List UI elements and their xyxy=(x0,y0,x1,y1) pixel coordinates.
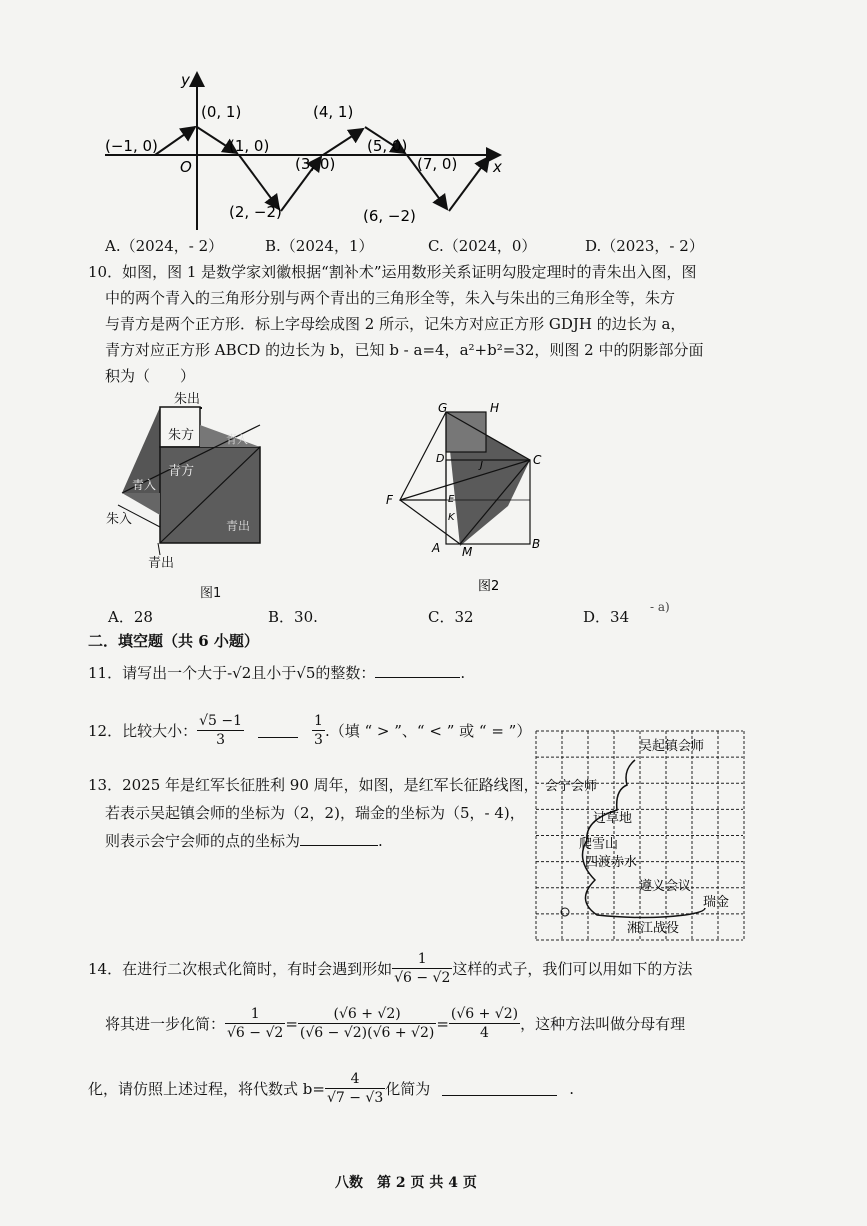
q9-graph xyxy=(95,65,515,235)
q10-line-1: 10．如图，图 1 是数学家刘徽根据“割补术”运用数形关系证明勾股定理时的青朱出入图，图 xyxy=(88,263,697,281)
q13-line-3: 则表示会宁会师的点的坐标为 . xyxy=(105,832,383,850)
q11-text: 的整数： xyxy=(315,664,376,682)
answer-blank[interactable] xyxy=(300,831,378,846)
fig1-label: 青方 xyxy=(168,464,195,479)
fig1-label: 朱出 xyxy=(174,392,201,407)
point-label: (−1, 0) xyxy=(105,137,158,155)
fig2-label: G xyxy=(438,401,448,415)
q9-option-d: D.（2023，- 2） xyxy=(585,237,704,255)
point-label: (6, −2) xyxy=(363,207,416,225)
map-label: 会宁会师 xyxy=(545,779,598,794)
q10-line-2: 中的两个青入的三角形分别与两个青出的三角形全等，朱入与朱出的三角形全等，朱方 xyxy=(105,289,676,307)
point-label: (3, 0) xyxy=(295,155,336,173)
q12 xyxy=(88,712,531,749)
point-label: (0, 1) xyxy=(201,103,242,121)
q14-line-1: 14．在进行二次根式化简时，有时会遇到形如 $\frac{1}{√6 - √2}$ 这样的式子，我们可以用如下的方法 xyxy=(88,951,693,986)
q10-line-5: 积为（ ） xyxy=(105,367,196,385)
equals-sign: = xyxy=(285,1014,298,1033)
fig2-label: J xyxy=(480,460,483,471)
fig1-label: 青出 xyxy=(148,556,175,571)
q13-line-1: 13．2025 年是红军长征胜利 90 周年，如图，是红军长征路线图， xyxy=(88,776,539,794)
q14-line-2: 将其进一步化简： $\frac{1}{√6 - √2}$ = $\frac{(√6 + √2)}{(√6 - √2)(√6 + √2)}$ = $\frac{(√6 + √2)}{4}$ ，这种方法叫做分母有理 xyxy=(105,1006,686,1041)
fig2-label: F xyxy=(386,493,393,507)
q10-line-3: 与青方是两个正方形．标上字母绘成图 2 所示，记朱方对应正方形 GDJH 的边长为 a， xyxy=(105,315,686,333)
origin-label: O xyxy=(180,158,192,176)
fig1-label: 朱方 xyxy=(168,428,195,443)
long-march-map xyxy=(535,730,745,942)
point-label: (5, 0) xyxy=(367,137,408,155)
q14-fraction: $\frac{(√6 + √2)}{(√6 - √2)(√6 + √2)}$ xyxy=(299,1006,435,1041)
q9-option-a: A.（2024，- 2） xyxy=(105,237,224,255)
q9-option-c: C.（2024，0） xyxy=(428,237,537,255)
q10-option-d: D．34 xyxy=(583,608,630,626)
fig2-label: E xyxy=(448,494,455,505)
equals-sign: = xyxy=(436,1014,449,1033)
figure-1 xyxy=(100,385,280,610)
q12-tail: .（填 “ > ”、“ < ” 或 “ = ”） xyxy=(324,721,532,740)
answer-blank[interactable] xyxy=(375,663,460,678)
q11-end: . xyxy=(460,664,466,682)
margin-note: - a) xyxy=(650,600,670,614)
point-label: (2, −2) xyxy=(229,203,282,221)
q14-fraction: $\frac{(√6 + √2)}{4}$ xyxy=(450,1006,519,1041)
q11 xyxy=(88,660,465,686)
map-label: 湘江战役 xyxy=(627,921,680,936)
fig1-label: 青出 xyxy=(226,519,251,533)
fig1-label: 朱入 xyxy=(106,512,133,527)
q14-fraction: $\frac{4}{√7 - √3}$ xyxy=(326,1071,384,1106)
point-label: (4, 1) xyxy=(313,103,354,121)
q12-fraction: $\frac{√5 -1}{3}$ xyxy=(199,713,243,748)
section-heading: 二．填空题（共 6 小题） xyxy=(88,632,259,650)
fig2-label: A xyxy=(432,541,441,555)
fig1-label: 青入 xyxy=(132,478,157,492)
q10-line-4: 青方对应正方形 ABCD 的边长为 b，已知 b - a=4，a²+b²=32，则图 2 中的阴影部分面 xyxy=(105,341,704,359)
point-label: (1, 0) xyxy=(229,137,270,155)
q10-option-b: B．30. xyxy=(268,608,318,626)
page-footer: 八数 第 2 页 共 4 页 xyxy=(335,1175,477,1191)
q12-fraction-rhs: $\frac{1}{3}$ xyxy=(314,713,323,748)
fig2-label: D xyxy=(436,452,445,465)
map-label: 爬雪山 xyxy=(579,837,619,852)
answer-blank[interactable] xyxy=(442,1081,557,1096)
map-label: 过草地 xyxy=(593,811,633,826)
q14-fraction: $\frac{1}{√6 - √2}$ xyxy=(227,1006,284,1041)
fig2-label: B xyxy=(532,537,541,551)
q9-option-b: B.（2024，1） xyxy=(265,237,374,255)
q11-neg-sqrt2: -√2 xyxy=(227,664,252,682)
fig2-caption: 图2 xyxy=(478,579,500,594)
map-label: 瑞金 xyxy=(703,895,730,910)
fig2-label: C xyxy=(533,453,542,467)
point-label: (7, 0) xyxy=(417,155,458,173)
q14-fraction: $\frac{1}{√6 - √2}$ xyxy=(394,951,451,986)
figure-2 xyxy=(380,398,560,598)
fig2-label: K xyxy=(448,512,455,523)
q10-option-c: C．32 xyxy=(428,608,474,626)
x-axis-label: x xyxy=(493,158,502,176)
fig1-caption: 图1 xyxy=(200,586,222,601)
fig1-label: 青入 xyxy=(226,433,248,446)
q13-line-2: 若表示吴起镇会师的坐标为（2，2)，瑞金的坐标为（5，- 4)， xyxy=(105,804,525,822)
map-label: 吴起镇会师 xyxy=(639,739,705,754)
q10-option-a: A．28 xyxy=(108,608,153,626)
q11-sqrt5: √5 xyxy=(296,664,316,682)
fig2-label: M xyxy=(462,545,473,559)
q11-text: 11．请写出一个大于 xyxy=(88,664,228,682)
q12-label: 12．比较大小： xyxy=(88,721,198,740)
y-axis-label: y xyxy=(181,71,190,89)
map-label: 遵义会议 xyxy=(639,879,692,894)
answer-blank[interactable] xyxy=(258,723,298,738)
map-label: 四渡赤水 xyxy=(585,855,638,870)
q14-line-3: 化，请仿照上述过程，将代数式 b= $\frac{4}{√7 - √3}$ 化简为 . xyxy=(88,1071,575,1106)
q11-text: 且小于 xyxy=(251,664,297,682)
fig2-label: H xyxy=(490,401,500,415)
